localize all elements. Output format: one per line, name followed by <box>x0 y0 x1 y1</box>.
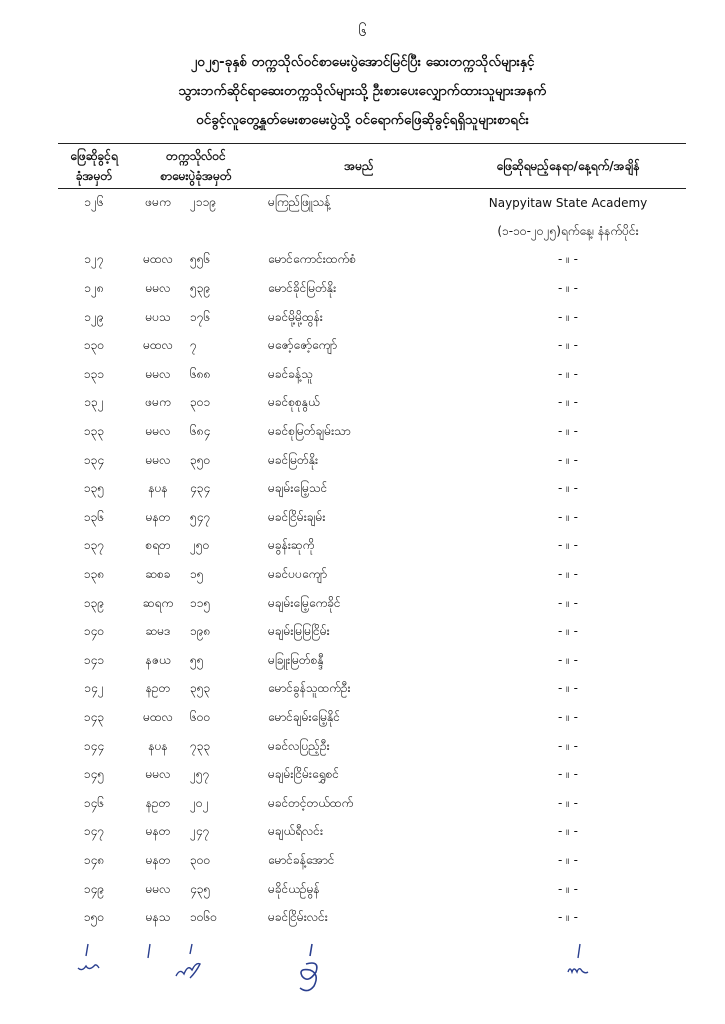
table-body <box>58 189 686 933</box>
seat-number-cell: ၁၃၅ <box>83 481 105 496</box>
seat-number-cell: ၁၃၈ <box>83 567 105 582</box>
exam-code-cell: မပသ <box>145 309 171 324</box>
table-row <box>58 618 686 647</box>
exam-code-cell: မမလ <box>145 767 171 782</box>
venue-cell: - ။ - <box>558 424 578 439</box>
venue-cell: - ။ - <box>558 910 578 925</box>
seat-number-cell: ၁၃၇ <box>83 538 105 553</box>
table-row <box>58 504 686 533</box>
exam-code-cell: မနတ <box>145 509 171 524</box>
candidate-name-cell: မောင်ခွန်သူထက်ဦး <box>268 681 351 696</box>
seat-number-cell: ၁၃၂ <box>84 395 104 410</box>
exam-code-cell: မထလ <box>143 709 173 724</box>
exam-number-cell: ၃၀၀ <box>190 852 211 867</box>
candidate-name-cell: မခွန်းဆုကို <box>268 538 315 553</box>
venue-cell: - ။ - <box>558 681 578 696</box>
candidate-table <box>58 143 686 932</box>
candidate-name-cell: မချမ်းမြေ့ကေခိုင် <box>268 595 341 610</box>
signature-stroke <box>568 944 588 973</box>
seat-number-cell: ၁၂၇ <box>84 252 104 267</box>
candidate-name-cell: မောင်ခိုင်မြတ်နိုး <box>268 281 337 296</box>
seat-number-cell: ၁၄၉ <box>83 881 105 896</box>
venue-cell: - ။ - <box>558 481 578 496</box>
exam-code-cell: ဖမက <box>145 195 171 210</box>
candidate-name-cell <box>258 218 450 247</box>
exam-code-cell: မမလ <box>145 424 171 439</box>
table-row <box>58 189 686 218</box>
signature-stroke <box>148 944 150 958</box>
venue-cell: - ။ - <box>558 709 578 724</box>
exam-number-cell: ၆၈၈ <box>190 366 211 381</box>
seat-number-cell: ၁၃၄ <box>83 452 105 467</box>
seat-number-cell: ၁၃၉ <box>83 595 105 610</box>
signature-stroke <box>78 944 99 970</box>
candidate-name-cell: မခင်ပပကျော် <box>268 567 328 582</box>
header-seat-number-line2: ခုံအမှတ် <box>75 169 113 183</box>
document-title <box>40 48 685 135</box>
seat-number-cell: ၁၂၈ <box>84 281 104 296</box>
candidate-name-cell: မချမ်းမြေ့သင် <box>268 481 328 496</box>
candidate-name-cell: မခင်ခန့်သူ <box>268 366 313 381</box>
exam-code-cell: မနတ <box>145 852 171 867</box>
seat-number-cell: ၁၂၉ <box>84 309 104 324</box>
candidate-name-cell: မောင်ကောင်းထက်စံ <box>268 252 356 267</box>
exam-number-cell: ၁၇၆ <box>190 309 211 324</box>
venue-cell: - ။ - <box>558 281 578 296</box>
table-row <box>58 589 686 618</box>
signature-stroke <box>300 944 317 991</box>
exam-number-cell: ၂၄၇ <box>190 824 210 839</box>
exam-code-cell: ဖမက <box>145 395 171 410</box>
exam-number-cell: ၁၀၆၀ <box>190 910 217 925</box>
seat-number-cell: ၁၅၀ <box>83 910 105 925</box>
candidate-name-cell: မခင်လပြည့်ဦး <box>268 738 330 753</box>
title-line-2: သွားဘက်ဆိုင်ရာဆေးတက္ကသိုလ်များသို့ ဦးစားပေးလျှောက်ထားသူများအနက် <box>178 83 547 99</box>
seat-number-cell: ၁၄၇ <box>83 824 105 839</box>
table-header <box>58 144 686 189</box>
venue-cell: - ။ - <box>558 509 578 524</box>
venue-cell: - ။ - <box>558 538 578 553</box>
signature-row <box>58 942 686 1002</box>
exam-code-cell: မမလ <box>145 281 171 296</box>
table-row <box>58 789 686 818</box>
exam-code-cell: နဇယ <box>145 652 171 667</box>
venue-cell: - ။ - <box>558 252 578 267</box>
signature-stroke <box>176 944 200 978</box>
exam-code-cell: မမလ <box>145 366 171 381</box>
initial-signature-1 <box>70 942 110 980</box>
seat-number-cell: ၁၄၂ <box>84 681 104 696</box>
table-row <box>58 818 686 847</box>
title-line-3: ဝင်ခွင့်လူတွေ့နှုတ်မေးစာမေးပွဲသို့ ဝင်ရောက်ဖြေဆိုခွင့်ရရှိသူများစာရင်း <box>196 112 529 128</box>
exam-code-cell: ဆစခ <box>145 567 171 582</box>
candidate-name-cell: မခင်ငြိမ်းချမ်း <box>268 509 326 524</box>
header-exam-number-line1: တက္ကသိုလ်ဝင် <box>166 149 226 163</box>
candidate-name-cell: မခိုင်ယဉ်မွန် <box>268 881 320 896</box>
exam-code-cell: မမလ <box>145 881 171 896</box>
venue-cell: - ။ - <box>558 767 578 782</box>
exam-code-cell: နပန <box>148 738 168 753</box>
seat-number-cell <box>58 218 130 247</box>
table-row <box>58 847 686 876</box>
seat-number-cell: ၁၃၀ <box>83 338 105 353</box>
exam-number-cell: ၅၅ <box>190 652 204 667</box>
seat-number-cell: ၁၄၃ <box>83 709 105 724</box>
venue-cell: - ။ - <box>558 595 578 610</box>
exam-code-cell: မထလ <box>143 252 173 267</box>
exam-number-cell: ၂၀၂ <box>190 795 209 810</box>
seat-number-cell: ၁၄၀ <box>83 624 105 639</box>
exam-number-cell: ၇ <box>190 338 197 353</box>
header-seat-number <box>58 144 130 189</box>
exam-number-cell: ၅၅၆ <box>190 252 211 267</box>
venue-cell: - ။ - <box>558 795 578 810</box>
venue-cell: - ။ - <box>558 338 578 353</box>
exam-code-cell: ဆရက <box>142 595 174 610</box>
initial-signature-2 <box>138 942 168 972</box>
exam-number-cell: ၆၈၄ <box>190 424 211 439</box>
exam-code-cell: မထလ <box>143 338 173 353</box>
venue-cell: - ။ - <box>558 881 578 896</box>
exam-number-cell: ၁၅ <box>190 567 204 582</box>
candidate-name-cell: မချမ်းမြမြငြိမ်း <box>268 624 330 639</box>
venue-cell: - ။ - <box>558 309 578 324</box>
candidate-name-cell: မခင်မြတ်နိုး <box>268 452 319 467</box>
title-line-1: ၂၀၂၅-ခုနှစ် တက္ကသိုလ်ဝင်စာမေးပွဲအောင်မြင်ပြီး ဆေးတက္ကသိုလ်များနှင့် <box>190 54 535 70</box>
table-row <box>58 561 686 590</box>
exam-number-cell: ၆၀၀ <box>190 709 211 724</box>
venue-cell: (၁-၁၀-၂၀၂၅)ရက်နေ့၊ နံနက်ပိုင်း <box>497 223 639 238</box>
candidate-name-cell: မချယ်ရီလင်း <box>268 824 323 839</box>
exam-number-cell: ၃၅၃ <box>190 681 211 696</box>
venue-cell: - ။ - <box>558 395 578 410</box>
header-exam-number-line2: စာမေးပွဲခုံအမှတ် <box>160 169 232 183</box>
exam-code-cell: ဆမဒ <box>145 624 171 639</box>
exam-number-cell: ၅၃၉ <box>190 281 211 296</box>
exam-code-cell: စရတ <box>145 538 171 553</box>
candidate-name-cell: မခင်ငြိမ်းလင်း <box>268 910 328 925</box>
candidate-name-cell: မခင်တင့်တယ်ထက် <box>268 795 354 810</box>
table-row <box>58 732 686 761</box>
exam-number-cell: ၄၃၅ <box>190 881 211 896</box>
table-row <box>58 532 686 561</box>
candidate-name-cell: မကြည်ဖြူသန့် <box>268 195 331 210</box>
candidate-name-cell: မခင်မို့မို့ထွန်း <box>268 309 323 324</box>
candidate-name-cell: မခင်စုမြတ်ချမ်းသာ <box>268 424 351 439</box>
exam-number-cell: ၂၅၀ <box>190 538 210 553</box>
initial-signature-3 <box>170 942 210 988</box>
seat-number-cell: ၁၄၆ <box>83 795 105 810</box>
page-number: ၆ <box>358 22 367 40</box>
table-row <box>58 475 686 504</box>
table-row <box>58 218 686 247</box>
venue-cell: - ။ - <box>558 852 578 867</box>
initial-signature-4 <box>286 942 336 998</box>
seat-number-cell: ၁၃၃ <box>83 424 105 439</box>
header-row <box>58 144 686 189</box>
exam-number-cell <box>186 218 258 247</box>
candidate-name-cell: မောင်ချမ်းမြေ့နိုင် <box>268 709 340 724</box>
table-row <box>58 389 686 418</box>
seat-number-cell: ၁၄၈ <box>83 852 105 867</box>
venue-cell: - ။ - <box>558 738 578 753</box>
initial-signature-5 <box>560 942 600 980</box>
table-row <box>58 361 686 390</box>
seat-number-cell: ၁၄၅ <box>83 767 105 782</box>
exam-number-cell: ၅၄၇ <box>190 509 211 524</box>
seat-number-cell: ၁၂၆ <box>84 195 104 210</box>
table-row <box>58 332 686 361</box>
candidate-name-cell: မဇော့်ဇော့်ကျော် <box>268 338 338 353</box>
table-row <box>58 275 686 304</box>
table-row <box>58 446 686 475</box>
table-row <box>58 246 686 275</box>
table-row <box>58 704 686 733</box>
candidate-name-cell: မောင်ခန့်အောင် <box>268 852 335 867</box>
header-name: အမည် <box>258 144 450 189</box>
exam-number-cell: ၂၁၁၉ <box>190 195 217 210</box>
exam-code-cell: နဥတ <box>145 795 171 810</box>
exam-code-cell: နဥတ <box>145 681 171 696</box>
table-row <box>58 675 686 704</box>
table-row <box>58 904 686 933</box>
table-row <box>58 761 686 790</box>
table-row <box>58 647 686 676</box>
header-exam-number <box>130 144 258 189</box>
exam-number-cell: ၁၁၅ <box>190 595 211 610</box>
venue-cell: Naypyitaw State Academy <box>488 196 648 211</box>
venue-cell: - ။ - <box>558 567 578 582</box>
venue-cell: - ။ - <box>558 624 578 639</box>
seat-number-cell: ၁၄၁ <box>83 652 105 667</box>
exam-code-cell: မနသ <box>145 910 171 925</box>
venue-cell: - ။ - <box>558 824 578 839</box>
candidate-name-cell: မချမ်းငြိမ်းရွှေစင် <box>268 767 340 782</box>
exam-number-cell: ၃၀၁ <box>190 395 211 410</box>
exam-code-cell: နပန <box>148 481 168 496</box>
exam-number-cell: ၇၃၃ <box>190 738 211 753</box>
seat-number-cell: ၁၃၆ <box>83 509 105 524</box>
exam-number-cell: ၂၅၇ <box>190 767 210 782</box>
header-seat-number-line1: ဖြေဆိုခွင့်ရ <box>70 149 118 163</box>
seat-number-cell: ၁၄၄ <box>83 738 105 753</box>
table-row <box>58 875 686 904</box>
venue-cell: - ။ - <box>558 452 578 467</box>
venue-cell: - ။ - <box>558 652 578 667</box>
exam-number-cell: ၃၅၀ <box>190 452 211 467</box>
candidate-name-cell: မခင်စုစုနွယ် <box>268 395 320 410</box>
exam-code-cell: မမလ <box>145 452 171 467</box>
venue-cell: - ။ - <box>558 366 578 381</box>
candidate-name-cell: မခြူးမြတ်စန္ဒီ <box>268 652 324 667</box>
exam-number-cell: ၄၃၄ <box>190 481 211 496</box>
table-row <box>58 303 686 332</box>
table-row <box>58 418 686 447</box>
exam-code-cell: မနတ <box>145 824 171 839</box>
header-venue: ဖြေဆိုရမည့်နေရာ/နေ့ရက်/အချိန် <box>450 144 686 189</box>
exam-code-cell <box>130 218 186 247</box>
exam-number-cell: ၁၉၈ <box>190 624 211 639</box>
seat-number-cell: ၁၃၁ <box>83 366 105 381</box>
